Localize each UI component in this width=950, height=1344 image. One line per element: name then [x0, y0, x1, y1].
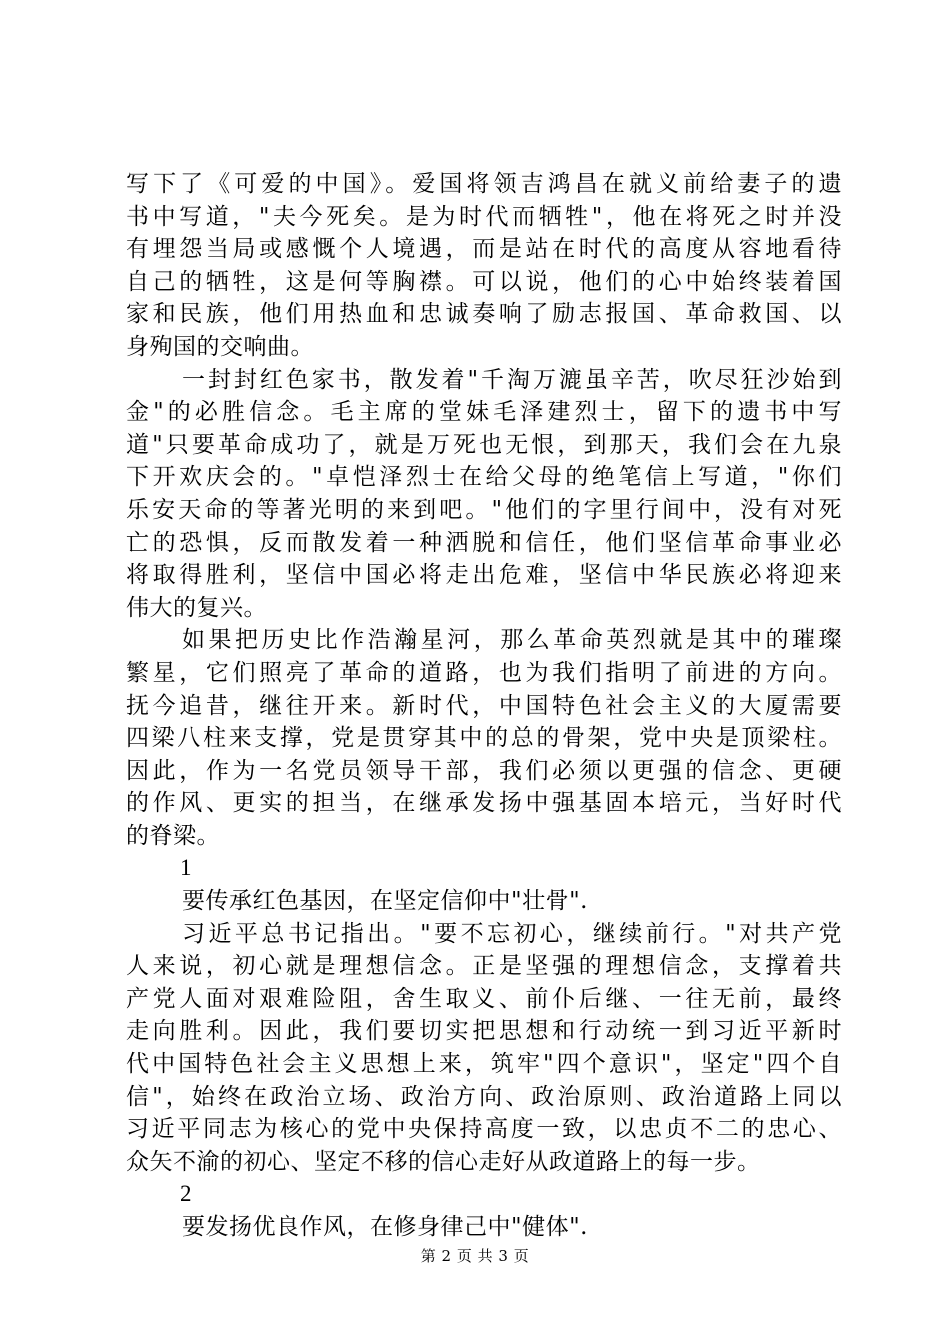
text-line: 将取得胜利，坚信中国必将走出危难，坚信中华民族必将迎来 — [126, 562, 842, 589]
section-number: 2 — [180, 1181, 192, 1207]
text-line: 道"只要革命成功了，就是万死也无恨，到那天，我们会在九泉 — [126, 431, 842, 458]
page-footer — [0, 1245, 950, 1266]
text-line: 繁星，它们照亮了革命的道路，也为我们指明了前进的方向。 — [126, 659, 842, 686]
paragraph-first-line: 如果把历史比作浩瀚星河，那么革命英烈就是其中的璀璨 — [182, 627, 842, 654]
text-line: 众矢不渝的初心、坚定不移的信心走好从政道路上的每一步。 — [126, 1148, 761, 1175]
text-line: 抚今追昔，继往开来。新时代，中国特色社会主义的大厦需要 — [126, 692, 842, 719]
text-line: 书中写道，"夫今死矣。是为时代而牺牲"，他在将死之时并没 — [126, 203, 842, 230]
text-line: 亡的恐惧，反而散发着一种洒脱和信任，他们坚信革命事业必 — [126, 529, 842, 556]
text-line: 伟大的复兴。 — [126, 594, 267, 621]
paragraph-first-line: 一封封红色家书，散发着"千淘万漉虽辛苦，吹尽狂沙始到 — [182, 366, 842, 393]
section-heading: 要发扬优良作风，在修身律己中"健体". — [182, 1214, 588, 1240]
text-line: 习近平同志为核心的党中央保持高度一致，以忠贞不二的忠心、 — [126, 1116, 842, 1143]
page-number-label: 第 2 页 共 3 页 — [420, 1247, 530, 1265]
text-line: 四梁八柱来支撑，党是贯穿其中的总的骨架，党中央是顶梁柱。 — [126, 725, 842, 752]
text-line: 自己的牺牲，这是何等胸襟。可以说，他们的心中始终装着国 — [126, 268, 842, 295]
text-line: 金"的必胜信念。毛主席的堂妹毛泽建烈士，留下的遗书中写 — [126, 399, 842, 426]
text-line: 人来说，初心就是理想信念。正是坚强的理想信念，支撑着共 — [126, 953, 842, 980]
text-line: 产党人面对艰难险阻，舍生取义、前仆后继、一往无前，最终 — [126, 985, 842, 1012]
paragraph-first-line: 习近平总书记指出。"要不忘初心，继续前行。"对共产党 — [182, 920, 842, 947]
text-line: 因此，作为一名党员领导干部，我们必须以更强的信念、更硬 — [126, 757, 842, 784]
text-line: 信"，始终在政治立场、政治方向、政治原则、政治道路上同以 — [126, 1083, 842, 1110]
text-line: 的脊梁。 — [126, 822, 220, 849]
text-line: 走向胜利。因此，我们要切实把思想和行动统一到习近平新时 — [126, 1018, 842, 1045]
text-line: 的作风、更实的担当，在继承发扬中强基固本培元，当好时代 — [126, 790, 842, 817]
text-line: 下开欢庆会的。"卓恺泽烈士在给父母的绝笔信上写道，"你们 — [126, 464, 842, 491]
text-line: 身殉国的交响曲。 — [126, 333, 314, 360]
body-text — [126, 168, 842, 1244]
section-heading: 要传承红色基因，在坚定信仰中"壮骨". — [182, 888, 588, 915]
section-number: 1 — [180, 855, 192, 881]
text-line: 写下了《可爱的中国》。爱国将领吉鸿昌在就义前给妻子的遗 — [126, 171, 842, 197]
text-line: 家和民族，他们用热血和忠诚奏响了励志报国、革命救国、以 — [126, 301, 842, 328]
text-line: 有埋怨当局或感慨个人境遇，而是站在时代的高度从容地看待 — [126, 236, 842, 263]
text-line: 乐安天命的等著光明的来到吧。"他们的字里行间中，没有对死 — [126, 496, 842, 523]
text-line: 代中国特色社会主义思想上来，筑牢"四个意识"，坚定"四个自 — [126, 1051, 842, 1078]
